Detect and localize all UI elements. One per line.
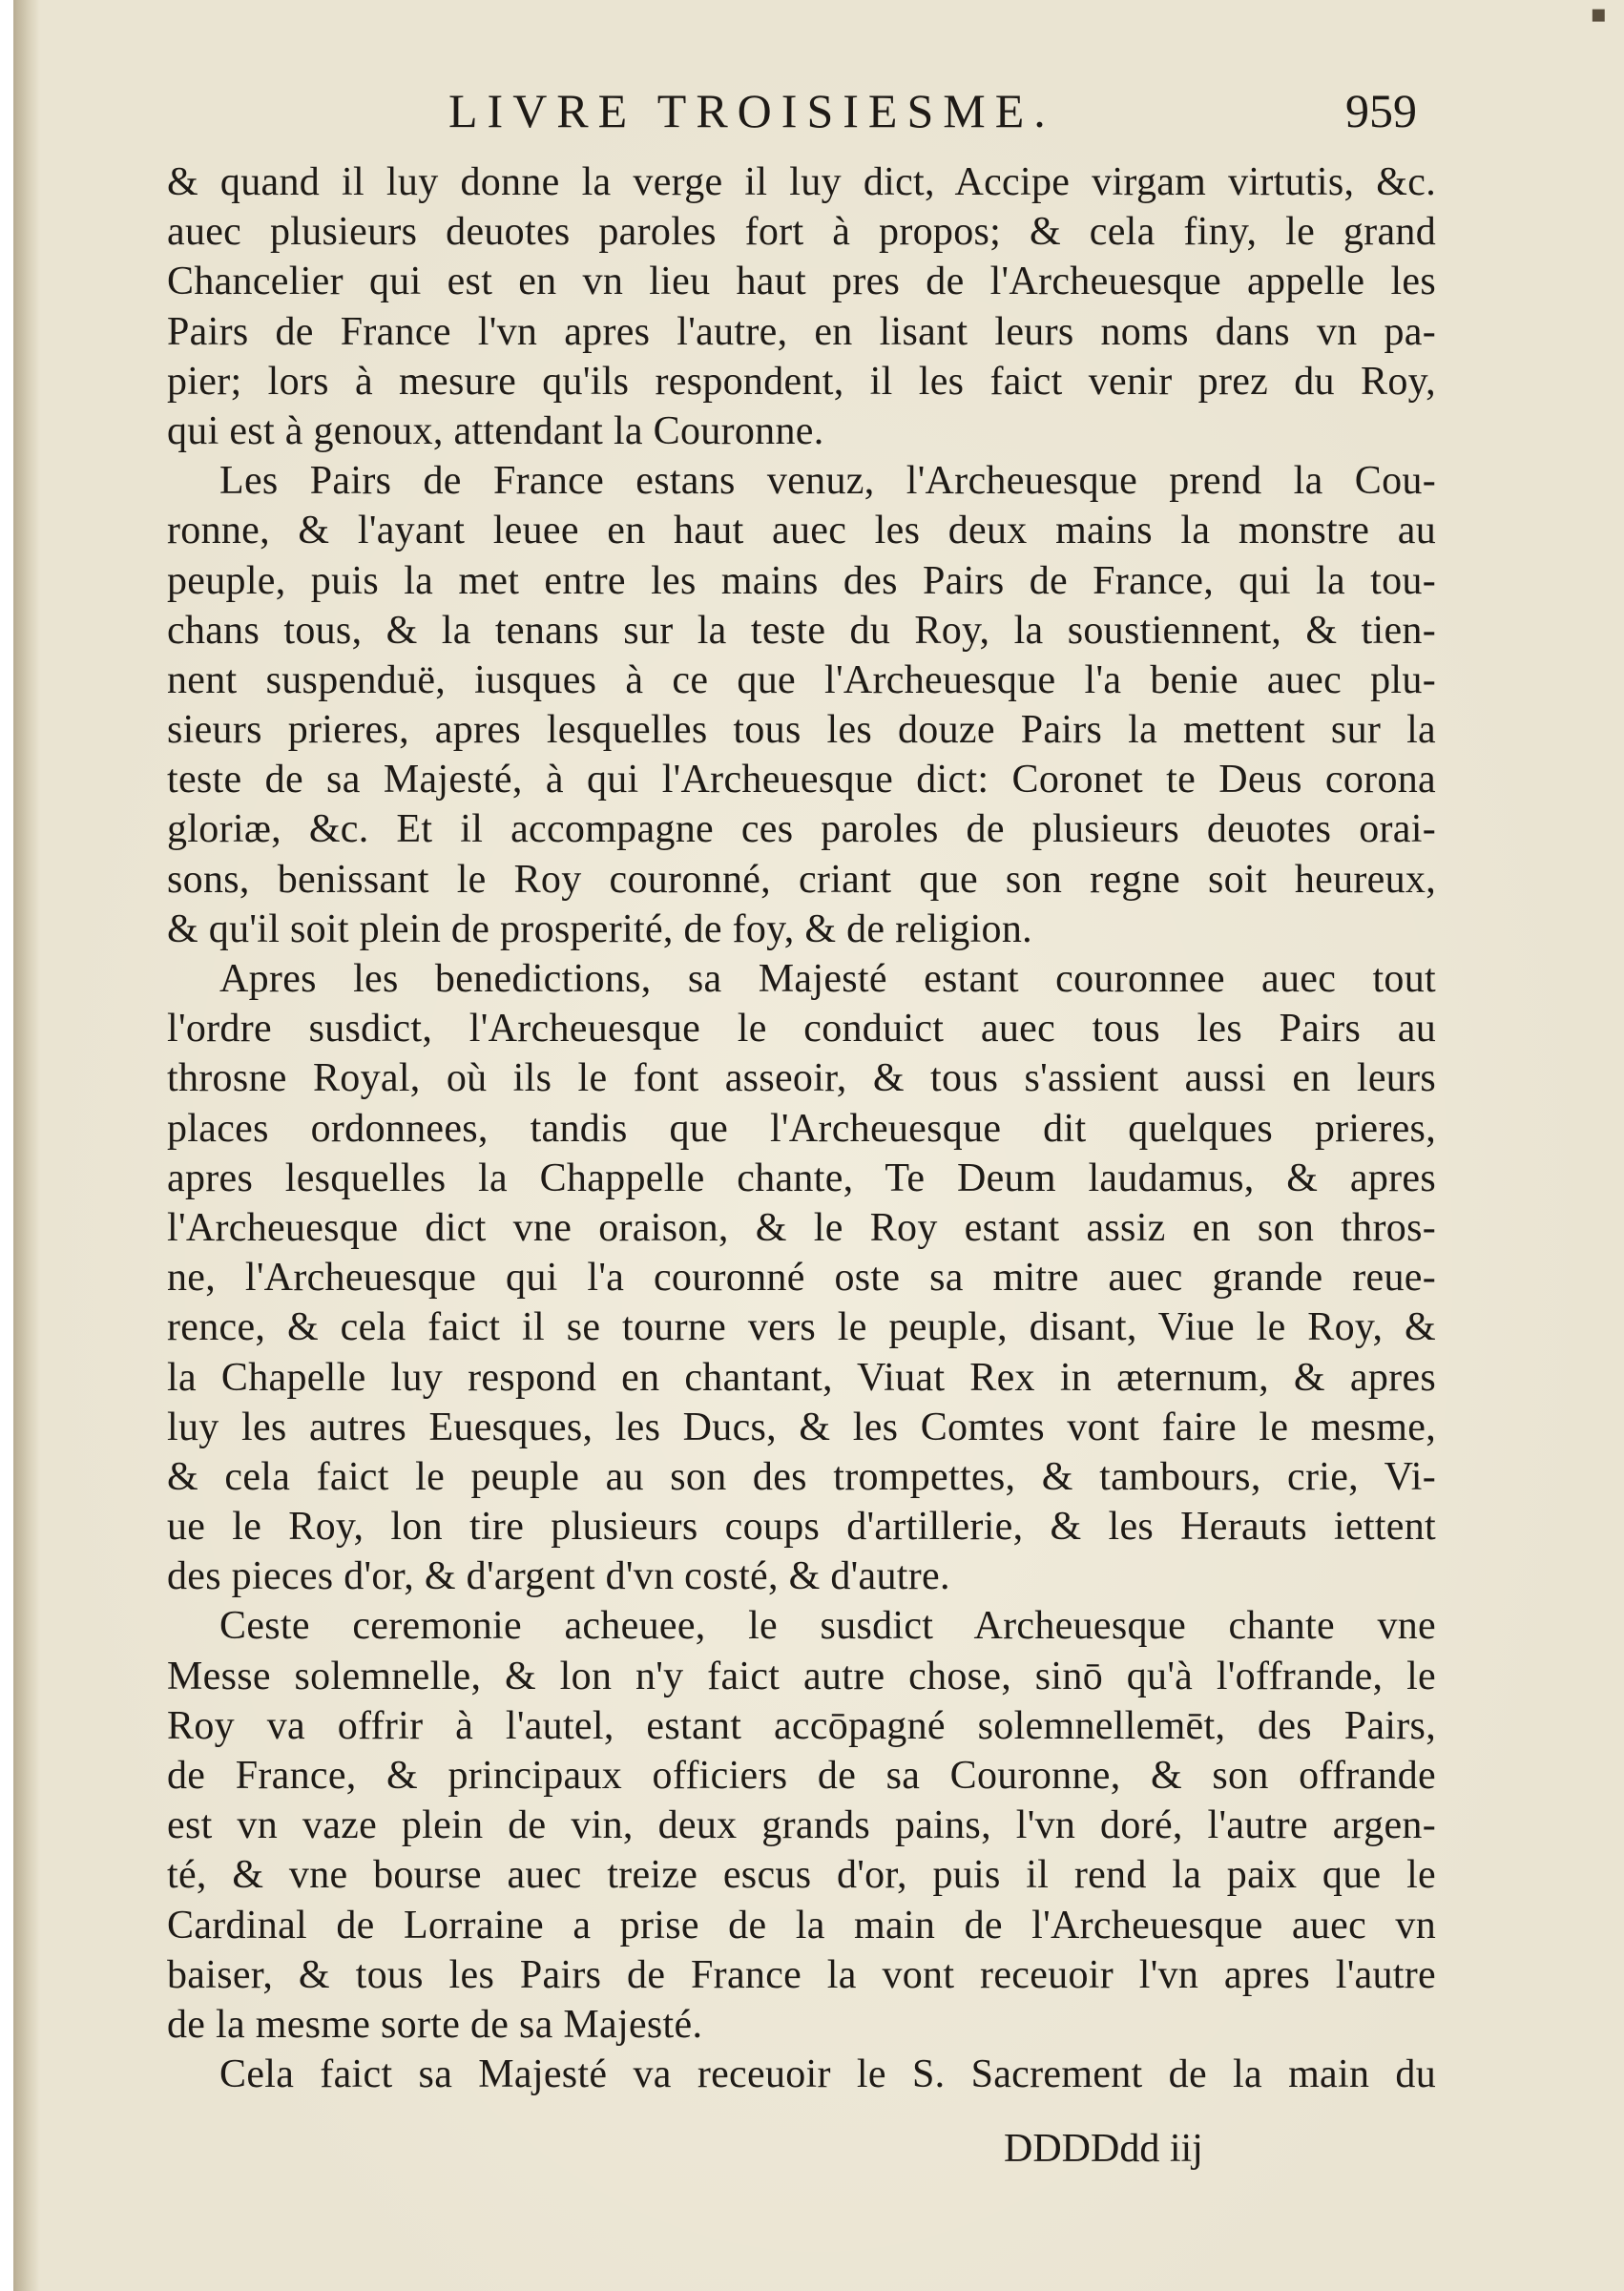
text-line: Messe solemnelle, & lon n'y faict autre chose, sinō qu'à l'offrande, le <box>167 1654 1436 1698</box>
text-line: l'Archeuesque dict vne oraison, & le Roy estant assiz en son thros- <box>167 1205 1436 1250</box>
signature-mark: DDDDdd iij <box>1004 2127 1203 2171</box>
text-line: qui est à genoux, attendant la Couronne. <box>167 408 824 453</box>
text-line: des pieces d'or, & d'argent d'vn costé, & d'autre. <box>167 1554 950 1599</box>
text-line: sons, benissant le Roy couronné, criant que son regne soit heureux, <box>167 857 1436 902</box>
text-line: luy les autres Euesques, les Ducs, & les Comtes vont faire le mesme, <box>167 1405 1436 1449</box>
running-title: LIVRE TROISIESME. <box>448 84 1055 137</box>
text-line: ue le Roy, lon tire plusieurs coups d'artillerie, & les Herauts iettent <box>167 1505 1436 1550</box>
text-line: té, & vne bourse auec treize escus d'or, puis il rend la paix que le <box>167 1853 1436 1898</box>
text-line: Pairs de France l'vn apres l'autre, en lisant leurs noms dans vn pa- <box>167 309 1436 354</box>
text-line: rence, & cela faict il se tourne vers le peuple, disant, Viue le Roy, & <box>167 1305 1436 1350</box>
page-edge-shadow <box>13 0 40 2291</box>
text-line: & qu'il soit plein de prosperité, de foy, & de religion. <box>167 906 1032 951</box>
text-line: de la mesme sorte de sa Majesté. <box>167 2002 703 2047</box>
text-line: sieurs prieres, apres lesquelles tous les douze Pairs la mettent sur la <box>167 708 1436 753</box>
text-line: Apres les benedictions, sa Majesté estant couronnee auec tout <box>219 957 1436 1001</box>
page-number: 959 <box>1345 84 1417 137</box>
text-line: teste de sa Majesté, à qui l'Archeuesque dict: Coronet te Deus corona <box>167 758 1436 802</box>
text-line: ronne, & l'ayant leuee en haut auec les deux mains la monstre au <box>167 509 1436 553</box>
text-line: Cela faict sa Majesté va receuoir le S. Sacrement de la main du <box>219 2052 1436 2097</box>
text-line: Roy va offrir à l'autel, estant accōpagné solemnellemēt, des Pairs, <box>167 1703 1436 1748</box>
text-line: Les Pairs de France estans venuz, l'Archeuesque prend la Cou- <box>219 459 1436 504</box>
corner-mark: ▪ <box>1590 0 1607 29</box>
text-line: Chancelier qui est en vn lieu haut pres de l'Archeuesque appelle les <box>167 260 1436 304</box>
text-line: de France, & principaux officiers de sa Couronne, & son offrande <box>167 1754 1436 1798</box>
running-head <box>167 74 1436 147</box>
text-line: apres lesquelles la Chappelle chante, Te Deum laudamus, & apres <box>167 1156 1436 1200</box>
text-line: Cardinal de Lorraine a prise de la main de l'Archeuesque auec vn <box>167 1903 1436 1947</box>
body-text <box>167 157 1436 2099</box>
text-line: baiser, & tous les Pairs de France la vont receuoir l'vn apres l'autre <box>167 1952 1436 1997</box>
text-line: est vn vaze plein de vin, deux grands pains, l'vn doré, l'autre argen- <box>167 1803 1436 1848</box>
text-line: Ceste ceremonie acheuee, le susdict Archeuesque chante vne <box>219 1604 1436 1649</box>
text-line: nent suspenduë, iusques à ce que l'Archeuesque l'a benie auec plu- <box>167 657 1436 702</box>
text-line: pier; lors à mesure qu'ils respondent, il les faict venir prez du Roy, <box>167 359 1436 404</box>
text-line: & quand il luy donne la verge il luy dict, Accipe virgam virtutis, &c. <box>167 160 1436 204</box>
text-line: la Chapelle luy respond en chantant, Viuat Rex in æternum, & apres <box>167 1355 1436 1400</box>
text-line: throsne Royal, où ils le font asseoir, & tous s'assient aussi en leurs <box>167 1056 1436 1101</box>
text-line: auec plusieurs deuotes paroles fort à propos; & cela finy, le grand <box>167 210 1436 255</box>
text-line: ne, l'Archeuesque qui l'a couronné oste sa mitre auec grande reue- <box>167 1256 1436 1301</box>
text-line: & cela faict le peuple au son des trompettes, & tambours, crie, Vi- <box>167 1454 1436 1499</box>
text-line: places ordonnees, tandis que l'Archeuesque dit quelques prieres, <box>167 1106 1436 1151</box>
text-line: gloriæ, &c. Et il accompagne ces paroles de plusieurs deuotes orai- <box>167 807 1436 852</box>
text-line: peuple, puis la met entre les mains des Pairs de France, qui la tou- <box>167 558 1436 603</box>
text-line: chans tous, & la tenans sur la teste du Roy, la soustiennent, & tien- <box>167 608 1436 653</box>
text-line: l'ordre susdict, l'Archeuesque le conduict auec tous les Pairs au <box>167 1007 1436 1052</box>
